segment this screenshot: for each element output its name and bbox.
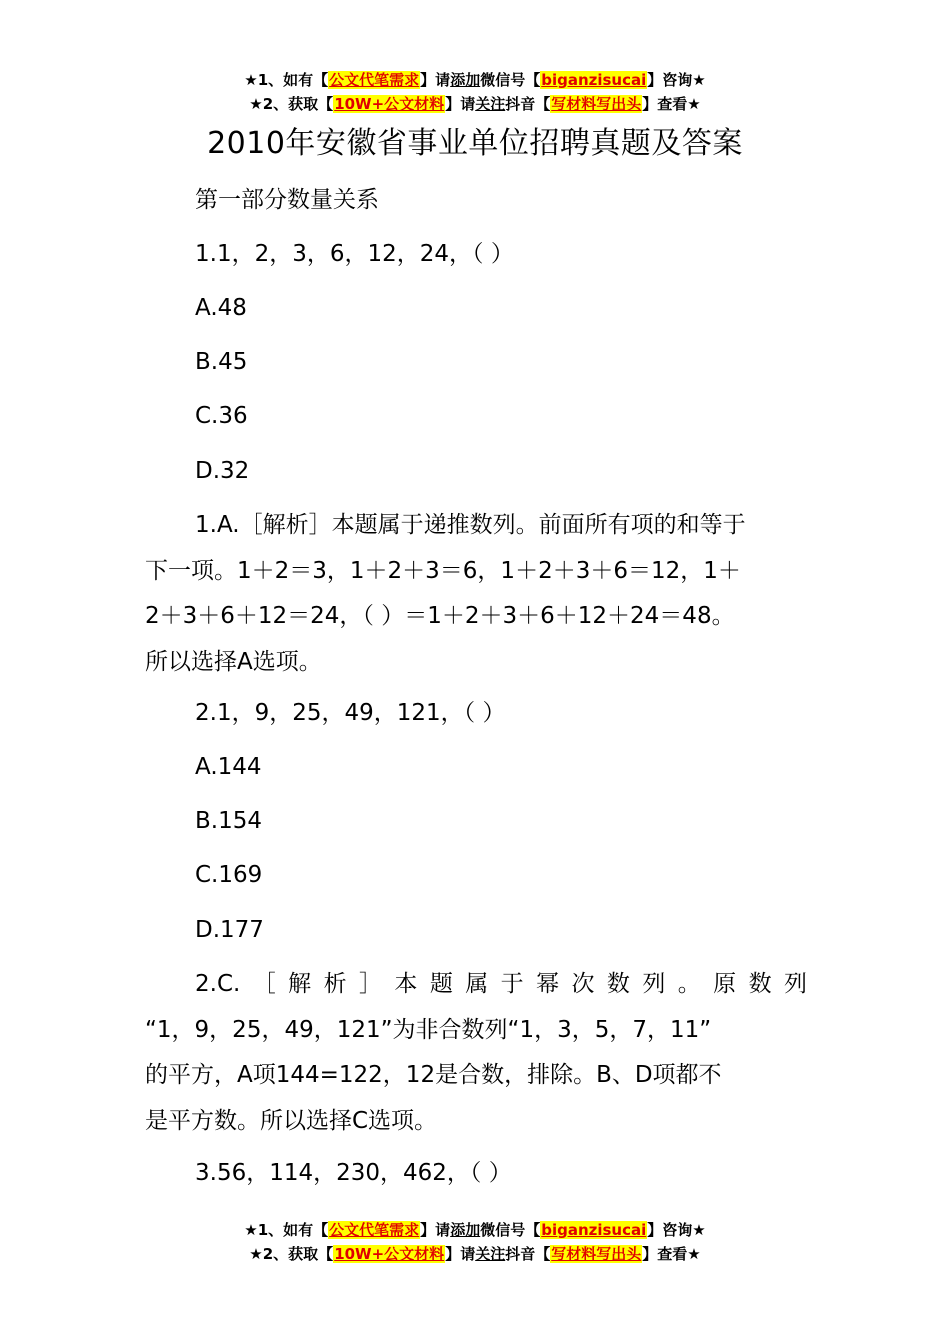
q2-analysis-line: 是平方数。所以选择C选项。 xyxy=(145,1107,438,1134)
q2-option-b: B.154 xyxy=(195,808,262,834)
q2-option-a: A.144 xyxy=(195,754,262,780)
bottom-banner xyxy=(0,1218,950,1266)
q1-analysis-line: 下一项。1＋2＝3，1＋2＋3＝6，1＋2＋3＋6＝12，1＋ xyxy=(145,557,741,584)
q2-option-c: C.169 xyxy=(195,862,263,888)
highlight-materials: 10W+公文材料 xyxy=(334,95,445,113)
q1-option-d: D.32 xyxy=(195,458,250,484)
wechat-id: biganzisucai xyxy=(541,71,647,89)
banner-line-2: ★2、获取【10W+公文材料】请关注抖音【写材料写出头】查看★ xyxy=(249,95,701,113)
section-heading: 第一部分数量关系 xyxy=(195,187,379,213)
q3-stem: 3.56，114，230，462，（ ） xyxy=(195,1160,512,1186)
highlight-service: 公文代笔需求 xyxy=(329,71,420,89)
q1-analysis-line: 1.A.［解析］本题属于递推数列。前面所有项的和等于 xyxy=(195,512,746,538)
q2-option-d: D.177 xyxy=(195,917,264,943)
q1-stem: 1.1，2，3，6，12，24，（ ） xyxy=(195,241,514,267)
q1-option-a: A.48 xyxy=(195,295,247,321)
douyin-account: 写材料写出头 xyxy=(551,1245,642,1263)
highlight-service: 公文代笔需求 xyxy=(329,1221,420,1239)
q1-analysis-line: 2＋3＋6＋12＝24，（ ）＝1＋2＋3＋6＋12＋24＝48。 xyxy=(145,603,735,629)
q1-option-b: B.45 xyxy=(195,349,248,375)
banner-line-1: ★1、如有【公文代笔需求】请添加微信号【biganzisucai】咨询★ xyxy=(244,71,706,89)
douyin-account: 写材料写出头 xyxy=(551,95,642,113)
banner-line-2: ★2、获取【10W+公文材料】请关注抖音【写材料写出头】查看★ xyxy=(249,1245,701,1263)
wechat-id: biganzisucai xyxy=(541,1221,647,1239)
q2-analysis-line: “1，9，25，49，121”为非合数列“1，3，5，7，11” xyxy=(145,1016,712,1043)
q2-stem: 2.1，9，25，49，121，（ ） xyxy=(195,700,506,726)
q2-analysis xyxy=(145,962,807,1144)
top-banner xyxy=(0,68,950,116)
q1-option-c: C.36 xyxy=(195,403,248,429)
highlight-materials: 10W+公文材料 xyxy=(334,1245,445,1263)
page-title: 2010年安徽省事业单位招聘真题及答案 xyxy=(207,126,743,161)
q1-analysis xyxy=(145,503,807,685)
q2-analysis-line: 2.C.［解析］本题属于幂次数列。原数列 xyxy=(195,971,807,997)
q2-analysis-line: 的平方，A项144=122，12是合数，排除。B、D项都不 xyxy=(145,1062,722,1088)
banner-line-1: ★1、如有【公文代笔需求】请添加微信号【biganzisucai】咨询★ xyxy=(244,1221,706,1239)
q1-analysis-line: 所以选择A选项。 xyxy=(145,648,322,675)
